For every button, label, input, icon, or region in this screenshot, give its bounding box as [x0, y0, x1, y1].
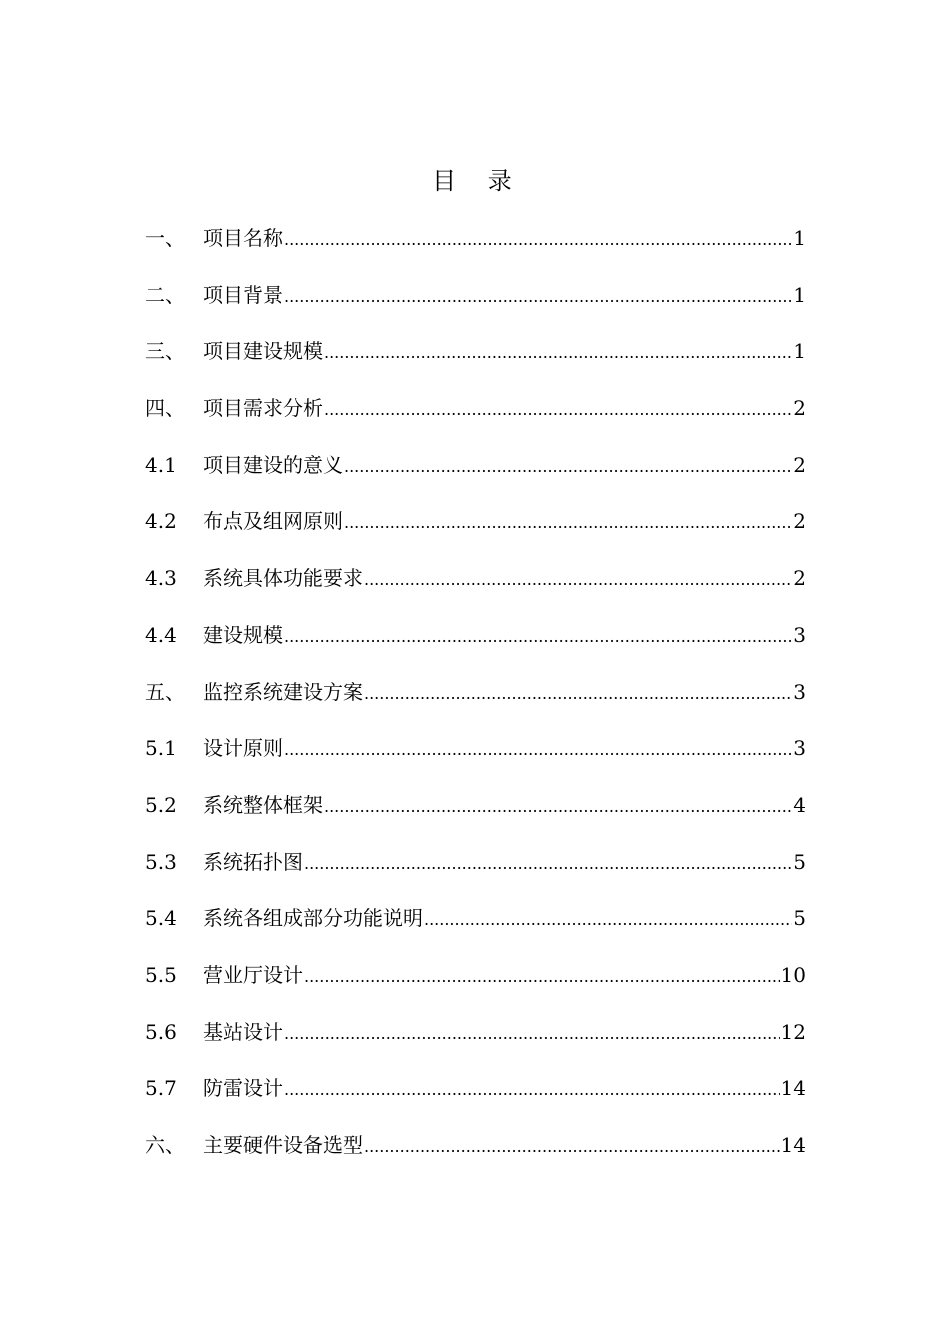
toc-leader-dots — [344, 451, 792, 483]
toc-entry-number: 4.4 — [145, 622, 177, 647]
toc-entry[interactable] — [145, 392, 806, 449]
toc-title: 目 录 — [432, 167, 524, 195]
toc-entry-page: 10 — [780, 962, 806, 987]
toc-entry[interactable] — [145, 222, 806, 279]
toc-entry[interactable] — [145, 1072, 806, 1129]
toc-entry-number: 5.1 — [145, 736, 177, 761]
toc-entry-title: 布点及组网原则 — [203, 509, 343, 534]
toc-entry[interactable] — [145, 1129, 806, 1186]
toc-entry-number: 二、 — [145, 282, 185, 307]
toc-entry[interactable] — [145, 449, 806, 506]
toc-leader-dots — [364, 678, 792, 710]
toc-entry-page: 3 — [793, 679, 806, 704]
toc-entry-page: 2 — [793, 452, 806, 477]
toc-leader-dots — [284, 1018, 780, 1050]
toc-entry-page: 3 — [793, 736, 806, 761]
toc-leader-dots — [324, 791, 792, 823]
toc-entry-number: 三、 — [145, 339, 185, 364]
toc-entry-number: 六、 — [145, 1133, 185, 1157]
toc-entry-page: 1 — [793, 282, 806, 307]
toc-entry-page: 5 — [793, 849, 806, 874]
toc-entry-title: 监控系统建设方案 — [203, 679, 363, 704]
toc-entry-title: 系统具体功能要求 — [203, 566, 363, 591]
toc-list — [145, 222, 806, 1186]
toc-entry-title: 项目背景 — [203, 282, 283, 307]
toc-leader-dots — [284, 281, 792, 313]
toc-entry-title: 主要硬件设备选型 — [203, 1133, 363, 1157]
toc-leader-dots — [284, 734, 792, 766]
toc-entry-title: 系统拓扑图 — [203, 849, 303, 874]
toc-entry-title: 项目名称 — [203, 226, 283, 250]
toc-entry-number: 五、 — [145, 679, 185, 704]
toc-entry-title: 项目建设规模 — [203, 339, 323, 364]
toc-leader-dots — [284, 1074, 780, 1106]
toc-entry[interactable] — [145, 789, 806, 846]
toc-entry[interactable] — [145, 562, 806, 619]
toc-entry[interactable] — [145, 846, 806, 903]
toc-entry-number: 5.7 — [145, 1076, 177, 1101]
toc-leader-dots — [304, 848, 792, 880]
toc-entry-page: 4 — [793, 792, 806, 817]
toc-entry-page: 5 — [793, 906, 806, 931]
toc-entry-number: 5.5 — [145, 962, 177, 987]
toc-entry-number: 5.4 — [145, 906, 177, 931]
toc-entry-page: 1 — [793, 339, 806, 364]
toc-entry-page: 3 — [793, 622, 806, 647]
toc-entry[interactable] — [145, 676, 806, 733]
toc-entry[interactable] — [145, 732, 806, 789]
toc-leader-dots — [324, 337, 792, 369]
toc-entry[interactable] — [145, 902, 806, 959]
toc-entry-number: 5.2 — [145, 792, 177, 817]
toc-leader-dots — [304, 961, 780, 993]
toc-entry[interactable] — [145, 959, 806, 1016]
toc-leader-dots — [324, 394, 792, 426]
toc-entry-page: 14 — [780, 1076, 806, 1101]
toc-leader-dots — [424, 904, 792, 936]
toc-entry-page: 14 — [780, 1133, 806, 1157]
toc-entry-number: 5.6 — [145, 1019, 177, 1044]
toc-entry-title: 项目需求分析 — [203, 396, 323, 421]
toc-entry-number: 四、 — [145, 396, 185, 421]
toc-entry[interactable] — [145, 619, 806, 676]
toc-entry[interactable] — [145, 279, 806, 336]
toc-entry-title: 项目建设的意义 — [203, 452, 343, 477]
toc-entry[interactable] — [145, 1016, 806, 1073]
toc-entry-number: 4.2 — [145, 509, 177, 534]
toc-leader-dots — [364, 564, 792, 596]
toc-entry-page: 2 — [793, 509, 806, 534]
toc-entry[interactable] — [145, 505, 806, 562]
toc-entry-title: 防雷设计 — [203, 1076, 283, 1101]
toc-leader-dots — [344, 507, 792, 539]
toc-entry-number: 一、 — [145, 226, 185, 250]
toc-entry-title: 营业厅设计 — [203, 962, 303, 987]
toc-entry-page: 12 — [780, 1019, 806, 1044]
toc-entry-title: 建设规模 — [203, 622, 283, 647]
toc-entry-number: 4.1 — [145, 452, 177, 477]
toc-leader-dots — [284, 621, 792, 653]
toc-entry[interactable] — [145, 335, 806, 392]
toc-entry-title: 系统整体框架 — [203, 792, 323, 817]
toc-entry-number: 5.3 — [145, 849, 177, 874]
toc-entry-title: 设计原则 — [203, 736, 283, 761]
toc-leader-dots — [364, 1131, 780, 1163]
toc-entry-page: 1 — [793, 226, 806, 250]
toc-entry-title: 基站设计 — [203, 1019, 283, 1044]
toc-leader-dots — [284, 224, 792, 256]
toc-entry-number: 4.3 — [145, 566, 177, 591]
toc-entry-page: 2 — [793, 566, 806, 591]
toc-entry-title: 系统各组成部分功能说明 — [203, 906, 423, 931]
toc-entry-page: 2 — [793, 396, 806, 421]
